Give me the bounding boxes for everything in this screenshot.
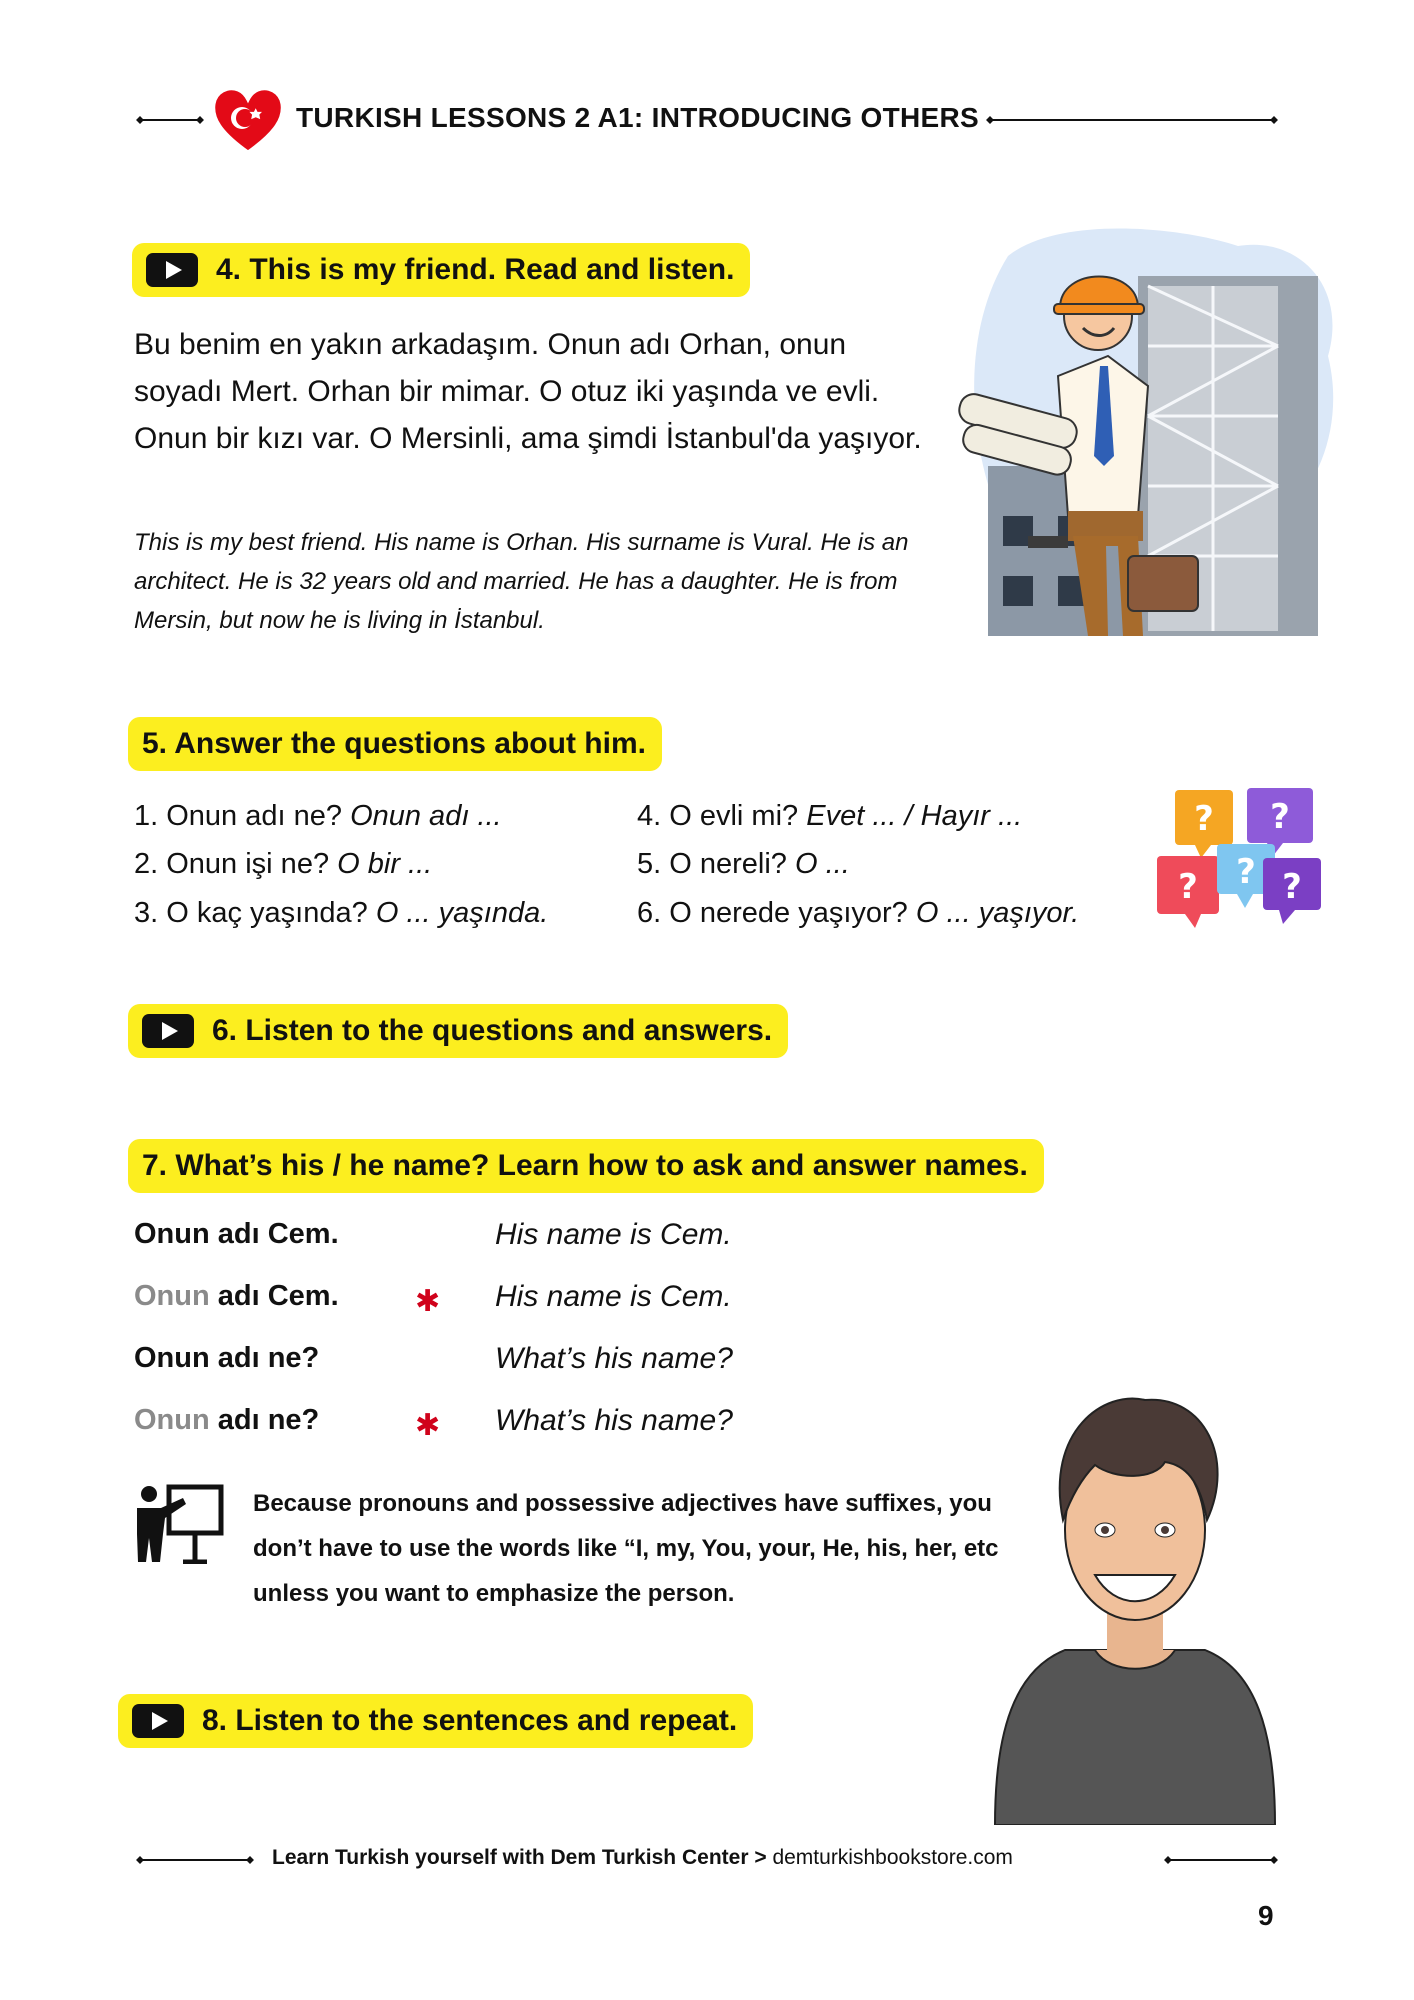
section-5-title: 5. Answer the questions about him. <box>128 717 662 771</box>
svg-text:?: ? <box>1282 867 1302 907</box>
turkey-heart-flag-icon <box>210 84 286 156</box>
asterisk-icon: ✱ <box>415 1285 441 1318</box>
section-8-title: 8. Listen to the sentences and repeat. <box>118 1694 753 1748</box>
turkish-example-3: Onun adı ne? <box>134 1342 320 1374</box>
footer-website-link[interactable]: demturkishbookstore.com <box>772 1846 1013 1869</box>
question-4: 4. O evli mi? Evet ... / Hayır ... <box>637 800 1023 832</box>
section-4-title: 4. This is my friend. Read and listen. <box>132 243 750 297</box>
asterisk-icon: ✱ <box>415 1409 441 1442</box>
footer-arrow: > <box>754 1846 767 1869</box>
english-example-4: What’s his name? <box>495 1404 733 1437</box>
play-audio-icon[interactable] <box>132 1704 184 1738</box>
svg-text:?: ? <box>1194 799 1214 839</box>
english-example-3: What’s his name? <box>495 1342 733 1375</box>
question-5: 5. O nereli? O ... <box>637 848 850 880</box>
header-rule-right <box>990 119 1274 121</box>
turkish-example-2: Onun adı Cem. <box>134 1280 339 1312</box>
question-6: 6. O nerede yaşıyor? O ... yaşıyor. <box>637 897 1080 929</box>
section-6-title: 6. Listen to the questions and answers. <box>128 1004 788 1058</box>
play-audio-icon[interactable] <box>146 253 198 287</box>
teacher-board-icon <box>133 1484 225 1564</box>
page-number: 9 <box>1258 1900 1274 1931</box>
header-rule-left <box>140 119 200 121</box>
young-man-illustration <box>985 1370 1285 1825</box>
question-3: 3. O kaç yaşında? O ... yaşında. <box>134 897 549 929</box>
question-1: 1. Onun adı ne? Onun adı ... <box>134 800 502 832</box>
question-2: 2. Onun işi ne? O bir ... <box>134 848 433 880</box>
footer-credit <box>272 1846 1013 1870</box>
english-example-1: His name is Cem. <box>495 1218 732 1251</box>
page-header-title: TURKISH LESSONS 2 A1: INTRODUCING OTHERS <box>296 102 980 133</box>
footer-rule-left <box>140 1859 250 1861</box>
section-4-paragraph: Bu benim en yakın arkadaşım. Onun adı Orhan, onun soyadı Mert. Orhan bir mimar. O otuz iki yaşında ve evli. Onun bir kızı var. O Mersinli, ama şimdi İstanbul'da yaşıyor. <box>134 328 922 455</box>
english-example-2: His name is Cem. <box>495 1280 732 1313</box>
footer-text: Learn Turkish yourself with Dem Turkish Center <box>272 1846 749 1869</box>
svg-text:?: ? <box>1236 852 1256 892</box>
turkish-example-4: Onun adı ne? <box>134 1404 320 1436</box>
svg-text:?: ? <box>1270 797 1290 837</box>
question-bubbles-icon <box>1155 786 1325 931</box>
section-7-title: 7. What’s his / he name? Learn how to ask and answer names. <box>128 1139 1044 1193</box>
turkish-example-1: Onun adı Cem. <box>134 1218 339 1250</box>
footer-rule-right <box>1168 1859 1274 1861</box>
grammar-note: Because pronouns and possessive adjectives have suffixes, you don’t have to use the words like “I, my, You, your, He, his, her, etc unless you want to emphasize the person. <box>253 1490 999 1607</box>
svg-text:?: ? <box>1178 867 1198 907</box>
section-4-translation: This is my best friend. His name is Orhan. His surname is Vural. He is an architect. He is 32 years old and married. He has a daughter. He is from Mersin, but now he is living in İstanbul. <box>134 529 909 634</box>
architect-illustration <box>948 216 1348 636</box>
play-audio-icon[interactable] <box>142 1014 194 1048</box>
